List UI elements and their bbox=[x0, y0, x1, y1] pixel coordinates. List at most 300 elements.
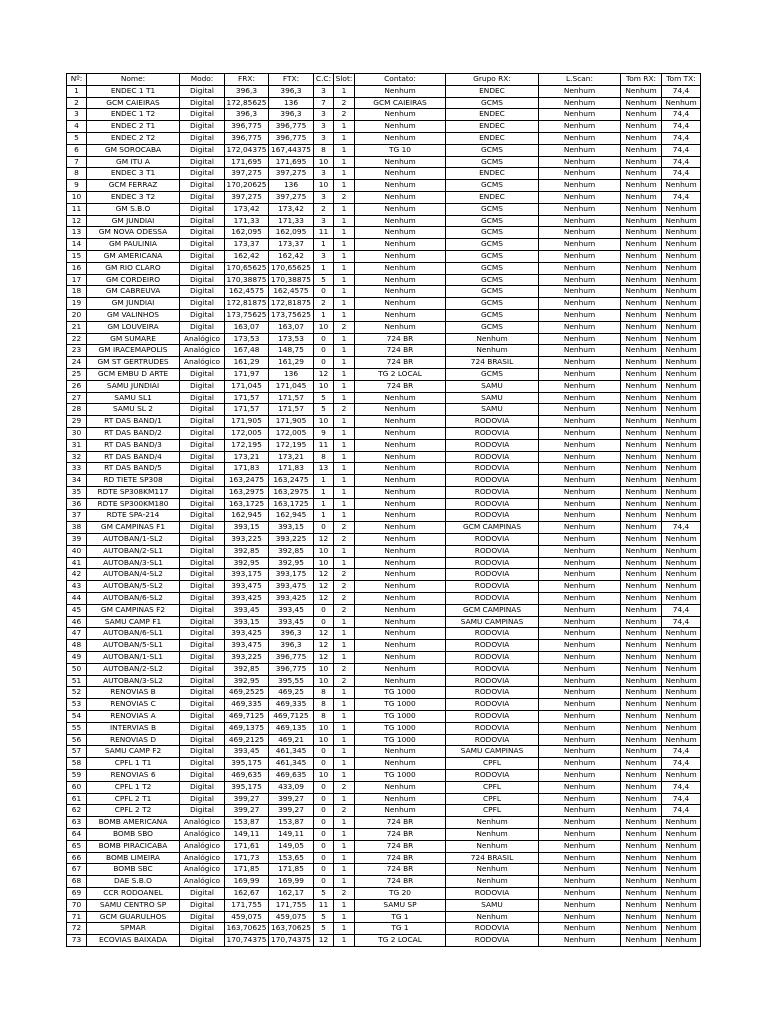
cell-number: 44 bbox=[67, 593, 87, 605]
cell-cc: 10 bbox=[314, 770, 334, 782]
cell-name: RDTE SP300KM180 bbox=[87, 498, 180, 510]
cell-frx: 163,2475 bbox=[225, 475, 269, 487]
cell-lscan: Nenhum bbox=[539, 840, 621, 852]
cell-mode: Digital bbox=[180, 109, 225, 121]
cell-frx: 392,95 bbox=[225, 557, 269, 569]
cell-slot: 2 bbox=[334, 321, 355, 333]
cell-name: RENOVIAS D bbox=[87, 734, 180, 746]
cell-mode: Digital bbox=[180, 581, 225, 593]
cell-tone-tx: Nenhum bbox=[662, 239, 701, 251]
cell-number: 56 bbox=[67, 734, 87, 746]
cell-name: SAMU SL 2 bbox=[87, 404, 180, 416]
cell-frx: 153,87 bbox=[225, 817, 269, 829]
cell-frx: 171,73 bbox=[225, 852, 269, 864]
cell-slot: 1 bbox=[334, 510, 355, 522]
cell-frx: 171,755 bbox=[225, 899, 269, 911]
cell-contact: Nenhum bbox=[355, 227, 446, 239]
cell-contact: Nenhum bbox=[355, 475, 446, 487]
cell-contact: 724 BR bbox=[355, 817, 446, 829]
cell-slot: 1 bbox=[334, 852, 355, 864]
cell-slot: 1 bbox=[334, 144, 355, 156]
cell-tone-tx: Nenhum bbox=[662, 628, 701, 640]
cell-mode: Analógico bbox=[180, 840, 225, 852]
cell-frx: 393,15 bbox=[225, 616, 269, 628]
cell-lscan: Nenhum bbox=[539, 274, 621, 286]
channel-list-document bbox=[66, 73, 701, 947]
cell-contact: TG 1000 bbox=[355, 699, 446, 711]
table-row bbox=[67, 852, 701, 864]
cell-ftx: 392,95 bbox=[269, 557, 314, 569]
cell-lscan: Nenhum bbox=[539, 805, 621, 817]
cell-rx-group: CPFL bbox=[446, 758, 539, 770]
cell-rx-group: SAMU CAMPINAS bbox=[446, 746, 539, 758]
cell-tone-rx: Nenhum bbox=[621, 557, 662, 569]
cell-mode: Digital bbox=[180, 557, 225, 569]
cell-tone-rx: Nenhum bbox=[621, 781, 662, 793]
cell-contact: Nenhum bbox=[355, 132, 446, 144]
cell-ftx: 171,905 bbox=[269, 416, 314, 428]
cell-number: 4 bbox=[67, 121, 87, 133]
cell-lscan: Nenhum bbox=[539, 652, 621, 664]
cell-mode: Digital bbox=[180, 380, 225, 392]
cell-ftx: 396,3 bbox=[269, 640, 314, 652]
cell-mode: Digital bbox=[180, 274, 225, 286]
cell-cc: 3 bbox=[314, 215, 334, 227]
table-row bbox=[67, 616, 701, 628]
cell-name: AUTOBAN/5-SL1 bbox=[87, 640, 180, 652]
cell-ftx: 172,005 bbox=[269, 427, 314, 439]
cell-ftx: 396,775 bbox=[269, 663, 314, 675]
cell-tone-rx: Nenhum bbox=[621, 864, 662, 876]
cell-tone-tx: 74,4 bbox=[662, 616, 701, 628]
cell-frx: 167,48 bbox=[225, 345, 269, 357]
cell-slot: 2 bbox=[334, 97, 355, 109]
cell-cc: 10 bbox=[314, 734, 334, 746]
cell-ftx: 148,75 bbox=[269, 345, 314, 357]
cell-tone-rx: Nenhum bbox=[621, 132, 662, 144]
cell-rx-group: RODOVIA bbox=[446, 935, 539, 947]
cell-mode: Digital bbox=[180, 746, 225, 758]
cell-rx-group: ENDEC bbox=[446, 85, 539, 97]
cell-frx: 161,29 bbox=[225, 357, 269, 369]
cell-contact: TG 10 bbox=[355, 144, 446, 156]
cell-mode: Digital bbox=[180, 132, 225, 144]
cell-ftx: 163,07 bbox=[269, 321, 314, 333]
cell-slot: 1 bbox=[334, 132, 355, 144]
cell-slot: 1 bbox=[334, 557, 355, 569]
cell-cc: 0 bbox=[314, 876, 334, 888]
cell-name: GM S.B.O bbox=[87, 203, 180, 215]
cell-number: 67 bbox=[67, 864, 87, 876]
table-row bbox=[67, 569, 701, 581]
table-body bbox=[67, 85, 701, 946]
cell-frx: 162,67 bbox=[225, 887, 269, 899]
cell-mode: Analógico bbox=[180, 357, 225, 369]
cell-frx: 392,85 bbox=[225, 663, 269, 675]
cell-cc: 5 bbox=[314, 923, 334, 935]
cell-contact: 724 BR bbox=[355, 864, 446, 876]
cell-mode: Digital bbox=[180, 887, 225, 899]
cell-number: 21 bbox=[67, 321, 87, 333]
cell-frx: 163,1725 bbox=[225, 498, 269, 510]
cell-tone-rx: Nenhum bbox=[621, 498, 662, 510]
cell-slot: 2 bbox=[334, 805, 355, 817]
cell-rx-group: SAMU bbox=[446, 899, 539, 911]
cell-ftx: 170,74375 bbox=[269, 935, 314, 947]
cell-number: 45 bbox=[67, 604, 87, 616]
cell-mode: Digital bbox=[180, 463, 225, 475]
cell-tone-tx: 74,4 bbox=[662, 793, 701, 805]
cell-tone-tx: Nenhum bbox=[662, 711, 701, 723]
cell-contact: Nenhum bbox=[355, 250, 446, 262]
cell-rx-group: GCMS bbox=[446, 250, 539, 262]
cell-slot: 1 bbox=[334, 498, 355, 510]
cell-ftx: 393,225 bbox=[269, 534, 314, 546]
cell-lscan: Nenhum bbox=[539, 345, 621, 357]
cell-rx-group: RODOVIA bbox=[446, 652, 539, 664]
cell-number: 26 bbox=[67, 380, 87, 392]
cell-mode: Digital bbox=[180, 368, 225, 380]
cell-cc: 9 bbox=[314, 427, 334, 439]
cell-contact: TG 1 bbox=[355, 923, 446, 935]
cell-tone-tx: Nenhum bbox=[662, 510, 701, 522]
cell-ftx: 393,45 bbox=[269, 604, 314, 616]
cell-tone-rx: Nenhum bbox=[621, 286, 662, 298]
cell-frx: 170,38875 bbox=[225, 274, 269, 286]
cell-number: 51 bbox=[67, 675, 87, 687]
cell-contact: Nenhum bbox=[355, 298, 446, 310]
cell-contact: Nenhum bbox=[355, 274, 446, 286]
cell-lscan: Nenhum bbox=[539, 781, 621, 793]
table-row bbox=[67, 758, 701, 770]
cell-name: DAE S.B.O bbox=[87, 876, 180, 888]
cell-number: 28 bbox=[67, 404, 87, 416]
cell-frx: 396,3 bbox=[225, 85, 269, 97]
cell-rx-group: GCMS bbox=[446, 262, 539, 274]
cell-rx-group: SAMU bbox=[446, 380, 539, 392]
cell-tone-tx: 74,4 bbox=[662, 758, 701, 770]
cell-cc: 0 bbox=[314, 817, 334, 829]
cell-cc: 1 bbox=[314, 309, 334, 321]
cell-frx: 171,045 bbox=[225, 380, 269, 392]
table-row bbox=[67, 604, 701, 616]
cell-contact: Nenhum bbox=[355, 416, 446, 428]
cell-ftx: 393,175 bbox=[269, 569, 314, 581]
cell-tone-tx: Nenhum bbox=[662, 722, 701, 734]
cell-mode: Digital bbox=[180, 663, 225, 675]
cell-tone-tx: Nenhum bbox=[662, 203, 701, 215]
cell-cc: 3 bbox=[314, 109, 334, 121]
table-row bbox=[67, 593, 701, 605]
cell-ftx: 162,17 bbox=[269, 887, 314, 899]
cell-contact: Nenhum bbox=[355, 616, 446, 628]
cell-frx: 172,195 bbox=[225, 439, 269, 451]
cell-cc: 1 bbox=[314, 510, 334, 522]
cell-mode: Analógico bbox=[180, 876, 225, 888]
cell-number: 42 bbox=[67, 569, 87, 581]
cell-lscan: Nenhum bbox=[539, 604, 621, 616]
cell-number: 8 bbox=[67, 168, 87, 180]
cell-number: 72 bbox=[67, 923, 87, 935]
cell-rx-group: RODOVIA bbox=[446, 675, 539, 687]
cell-name: AUTOBAN/5-SL2 bbox=[87, 581, 180, 593]
table-row bbox=[67, 85, 701, 97]
cell-slot: 1 bbox=[334, 250, 355, 262]
cell-cc: 10 bbox=[314, 380, 334, 392]
cell-name: GM PAULINIA bbox=[87, 239, 180, 251]
cell-rx-group: GCMS bbox=[446, 180, 539, 192]
cell-tone-tx: Nenhum bbox=[662, 475, 701, 487]
cell-tone-tx: Nenhum bbox=[662, 840, 701, 852]
cell-rx-group: RODOVIA bbox=[446, 427, 539, 439]
table-row bbox=[67, 121, 701, 133]
cell-rx-group: GCMS bbox=[446, 144, 539, 156]
cell-frx: 395,175 bbox=[225, 758, 269, 770]
cell-slot: 1 bbox=[334, 121, 355, 133]
cell-frx: 393,425 bbox=[225, 628, 269, 640]
table-row bbox=[67, 876, 701, 888]
cell-name: AUTOBAN/2-SL1 bbox=[87, 545, 180, 557]
cell-tone-rx: Nenhum bbox=[621, 109, 662, 121]
cell-frx: 469,7125 bbox=[225, 711, 269, 723]
table-row bbox=[67, 687, 701, 699]
cell-ftx: 469,7125 bbox=[269, 711, 314, 723]
cell-frx: 162,42 bbox=[225, 250, 269, 262]
table-row bbox=[67, 923, 701, 935]
cell-slot: 2 bbox=[334, 522, 355, 534]
cell-number: 61 bbox=[67, 793, 87, 805]
table-row bbox=[67, 416, 701, 428]
cell-cc: 0 bbox=[314, 357, 334, 369]
cell-slot: 1 bbox=[334, 628, 355, 640]
cell-tone-tx: 74,4 bbox=[662, 144, 701, 156]
cell-lscan: Nenhum bbox=[539, 675, 621, 687]
cell-ftx: 153,87 bbox=[269, 817, 314, 829]
cell-ftx: 162,945 bbox=[269, 510, 314, 522]
cell-cc: 10 bbox=[314, 663, 334, 675]
cell-tone-tx: Nenhum bbox=[662, 829, 701, 841]
cell-cc: 1 bbox=[314, 262, 334, 274]
cell-cc: 12 bbox=[314, 640, 334, 652]
cell-slot: 1 bbox=[334, 427, 355, 439]
cell-mode: Digital bbox=[180, 298, 225, 310]
cell-rx-group: RODOVIA bbox=[446, 687, 539, 699]
table-row bbox=[67, 156, 701, 168]
cell-tone-tx: Nenhum bbox=[662, 935, 701, 947]
cell-number: 3 bbox=[67, 109, 87, 121]
cell-rx-group: RODOVIA bbox=[446, 557, 539, 569]
table-row bbox=[67, 545, 701, 557]
cell-rx-group: RODOVIA bbox=[446, 711, 539, 723]
cell-number: 53 bbox=[67, 699, 87, 711]
table-row bbox=[67, 864, 701, 876]
cell-slot: 1 bbox=[334, 392, 355, 404]
cell-slot: 1 bbox=[334, 203, 355, 215]
cell-lscan: Nenhum bbox=[539, 215, 621, 227]
cell-tone-tx: Nenhum bbox=[662, 380, 701, 392]
cell-mode: Digital bbox=[180, 97, 225, 109]
cell-rx-group: Nenhum bbox=[446, 911, 539, 923]
cell-mode: Digital bbox=[180, 628, 225, 640]
cell-number: 71 bbox=[67, 911, 87, 923]
cell-ftx: 396,3 bbox=[269, 109, 314, 121]
cell-contact: Nenhum bbox=[355, 557, 446, 569]
cell-tone-tx: 74,4 bbox=[662, 132, 701, 144]
cell-tone-rx: Nenhum bbox=[621, 640, 662, 652]
cell-lscan: Nenhum bbox=[539, 935, 621, 947]
cell-mode: Digital bbox=[180, 286, 225, 298]
cell-rx-group: RODOVIA bbox=[446, 463, 539, 475]
cell-slot: 1 bbox=[334, 829, 355, 841]
table-row bbox=[67, 628, 701, 640]
cell-tone-tx: Nenhum bbox=[662, 333, 701, 345]
cell-name: SAMU SL1 bbox=[87, 392, 180, 404]
cell-cc: 0 bbox=[314, 852, 334, 864]
cell-lscan: Nenhum bbox=[539, 121, 621, 133]
table-row bbox=[67, 534, 701, 546]
column-header-tone-rx: Tom RX: bbox=[621, 74, 662, 86]
cell-rx-group: RODOVIA bbox=[446, 770, 539, 782]
table-row bbox=[67, 699, 701, 711]
cell-tone-rx: Nenhum bbox=[621, 463, 662, 475]
cell-lscan: Nenhum bbox=[539, 227, 621, 239]
cell-tone-rx: Nenhum bbox=[621, 534, 662, 546]
cell-frx: 397,275 bbox=[225, 191, 269, 203]
cell-lscan: Nenhum bbox=[539, 864, 621, 876]
cell-number: 20 bbox=[67, 309, 87, 321]
table-row bbox=[67, 132, 701, 144]
cell-mode: Digital bbox=[180, 699, 225, 711]
cell-lscan: Nenhum bbox=[539, 250, 621, 262]
cell-number: 39 bbox=[67, 534, 87, 546]
cell-frx: 162,4575 bbox=[225, 286, 269, 298]
cell-ftx: 136 bbox=[269, 180, 314, 192]
cell-frx: 170,74375 bbox=[225, 935, 269, 947]
cell-rx-group: GCMS bbox=[446, 227, 539, 239]
cell-rx-group: RODOVIA bbox=[446, 734, 539, 746]
table-row bbox=[67, 368, 701, 380]
cell-lscan: Nenhum bbox=[539, 451, 621, 463]
cell-lscan: Nenhum bbox=[539, 640, 621, 652]
cell-lscan: Nenhum bbox=[539, 97, 621, 109]
cell-mode: Digital bbox=[180, 593, 225, 605]
cell-tone-rx: Nenhum bbox=[621, 675, 662, 687]
table-row bbox=[67, 309, 701, 321]
cell-cc: 12 bbox=[314, 569, 334, 581]
cell-rx-group: Nenhum bbox=[446, 840, 539, 852]
cell-lscan: Nenhum bbox=[539, 486, 621, 498]
cell-contact: GCM CAIEIRAS bbox=[355, 97, 446, 109]
cell-ftx: 173,42 bbox=[269, 203, 314, 215]
cell-frx: 163,07 bbox=[225, 321, 269, 333]
cell-slot: 2 bbox=[334, 404, 355, 416]
cell-ftx: 393,425 bbox=[269, 593, 314, 605]
cell-rx-group: Nenhum bbox=[446, 864, 539, 876]
cell-frx: 396,3 bbox=[225, 109, 269, 121]
cell-ftx: 392,85 bbox=[269, 545, 314, 557]
cell-number: 47 bbox=[67, 628, 87, 640]
cell-contact: Nenhum bbox=[355, 581, 446, 593]
cell-name: BOMB PIRACICABA bbox=[87, 840, 180, 852]
cell-tone-rx: Nenhum bbox=[621, 168, 662, 180]
cell-rx-group: CPFL bbox=[446, 805, 539, 817]
cell-slot: 1 bbox=[334, 640, 355, 652]
cell-lscan: Nenhum bbox=[539, 298, 621, 310]
cell-tone-rx: Nenhum bbox=[621, 215, 662, 227]
table-row bbox=[67, 109, 701, 121]
cell-slot: 1 bbox=[334, 85, 355, 97]
cell-number: 32 bbox=[67, 451, 87, 463]
cell-mode: Digital bbox=[180, 923, 225, 935]
cell-slot: 1 bbox=[334, 722, 355, 734]
cell-cc: 12 bbox=[314, 581, 334, 593]
cell-name: AUTOBAN/6-SL2 bbox=[87, 593, 180, 605]
column-header-mode: Modo: bbox=[180, 74, 225, 86]
cell-contact: Nenhum bbox=[355, 427, 446, 439]
cell-number: 43 bbox=[67, 581, 87, 593]
cell-number: 55 bbox=[67, 722, 87, 734]
cell-name: RT DAS BAND/5 bbox=[87, 463, 180, 475]
cell-number: 36 bbox=[67, 498, 87, 510]
cell-ftx: 396,775 bbox=[269, 132, 314, 144]
table-row bbox=[67, 333, 701, 345]
cell-tone-rx: Nenhum bbox=[621, 392, 662, 404]
cell-name: RD TIETE SP308 bbox=[87, 475, 180, 487]
cell-name: RT DAS BAND/3 bbox=[87, 439, 180, 451]
cell-number: 70 bbox=[67, 899, 87, 911]
cell-contact: Nenhum bbox=[355, 463, 446, 475]
cell-contact: TG 1000 bbox=[355, 770, 446, 782]
cell-tone-rx: Nenhum bbox=[621, 309, 662, 321]
cell-frx: 393,175 bbox=[225, 569, 269, 581]
cell-number: 29 bbox=[67, 416, 87, 428]
cell-ftx: 396,3 bbox=[269, 85, 314, 97]
cell-tone-rx: Nenhum bbox=[621, 262, 662, 274]
cell-rx-group: GCMS bbox=[446, 368, 539, 380]
cell-tone-tx: Nenhum bbox=[662, 498, 701, 510]
cell-ftx: 153,65 bbox=[269, 852, 314, 864]
cell-lscan: Nenhum bbox=[539, 911, 621, 923]
cell-contact: Nenhum bbox=[355, 168, 446, 180]
cell-number: 13 bbox=[67, 227, 87, 239]
table-row bbox=[67, 652, 701, 664]
cell-rx-group: GCMS bbox=[446, 321, 539, 333]
cell-ftx: 459,075 bbox=[269, 911, 314, 923]
cell-contact: Nenhum bbox=[355, 758, 446, 770]
cell-contact: TG 1000 bbox=[355, 711, 446, 723]
cell-frx: 399,27 bbox=[225, 793, 269, 805]
cell-cc: 12 bbox=[314, 935, 334, 947]
cell-slot: 2 bbox=[334, 604, 355, 616]
cell-number: 35 bbox=[67, 486, 87, 498]
cell-number: 2 bbox=[67, 97, 87, 109]
cell-ftx: 136 bbox=[269, 97, 314, 109]
cell-ftx: 397,275 bbox=[269, 191, 314, 203]
cell-frx: 393,225 bbox=[225, 652, 269, 664]
cell-tone-rx: Nenhum bbox=[621, 510, 662, 522]
cell-cc: 0 bbox=[314, 333, 334, 345]
cell-cc: 0 bbox=[314, 864, 334, 876]
cell-slot: 2 bbox=[334, 109, 355, 121]
cell-slot: 1 bbox=[334, 746, 355, 758]
cell-frx: 395,175 bbox=[225, 781, 269, 793]
cell-contact: 724 BR bbox=[355, 840, 446, 852]
cell-cc: 3 bbox=[314, 132, 334, 144]
cell-tone-rx: Nenhum bbox=[621, 321, 662, 333]
cell-number: 41 bbox=[67, 557, 87, 569]
cell-rx-group: Nenhum bbox=[446, 876, 539, 888]
cell-tone-tx: Nenhum bbox=[662, 770, 701, 782]
